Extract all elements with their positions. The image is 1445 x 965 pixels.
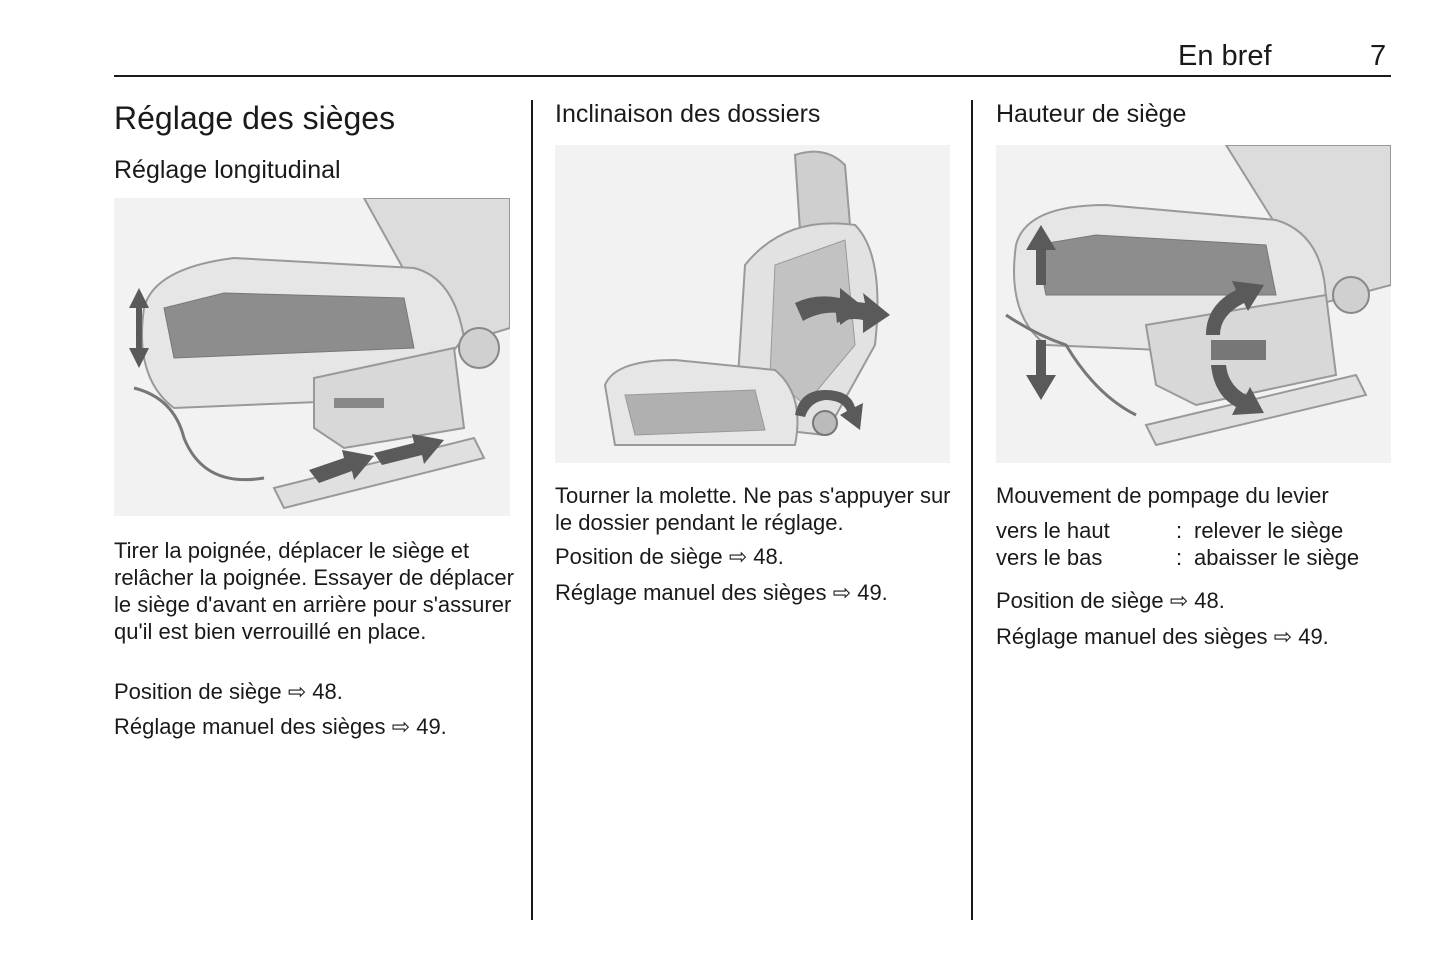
xref-page: 48. — [312, 679, 343, 704]
xref-page: 48. — [753, 544, 784, 569]
term: vers le bas — [996, 545, 1103, 570]
separator: : — [1176, 518, 1183, 543]
section-title: Inclinaison des dossiers — [555, 100, 821, 128]
xref-label: Position de siège — [555, 544, 723, 569]
definition-row — [996, 544, 1359, 571]
xref-label: Réglage manuel des sièges — [114, 714, 386, 739]
xref-page: 48. — [1194, 588, 1225, 613]
description: abaisser le siège — [1194, 545, 1360, 570]
cross-reference[interactable] — [114, 713, 447, 740]
xref-page: 49. — [1298, 624, 1329, 649]
cross-reference[interactable] — [555, 543, 784, 570]
xref-page: 49. — [416, 714, 447, 739]
xref-label: Position de siège — [996, 588, 1164, 613]
separator: : — [1176, 545, 1183, 570]
xref-arrow-icon: ⇨ — [391, 714, 411, 739]
cross-reference[interactable] — [555, 579, 888, 606]
xref-label: Réglage manuel des sièges — [555, 580, 827, 605]
cross-reference[interactable] — [114, 678, 343, 705]
cross-reference[interactable] — [996, 587, 1225, 614]
xref-label: Position de siège — [114, 679, 282, 704]
section-title: Hauteur de siège — [996, 100, 1187, 128]
xref-page: 49. — [857, 580, 888, 605]
xref-arrow-icon: ⇨ — [287, 679, 307, 704]
definition-row — [996, 517, 1343, 544]
seat-longitudinal-illustration — [114, 198, 510, 516]
xref-label: Réglage manuel des sièges — [996, 624, 1268, 649]
term: vers le haut — [996, 518, 1110, 543]
subsection-title: Réglage longitudinal — [114, 156, 341, 184]
page-number: 7 — [1370, 40, 1387, 72]
description: relever le siège — [1194, 518, 1344, 543]
body-paragraph — [555, 482, 955, 536]
section-title: Réglage des sièges — [114, 100, 396, 136]
instruction-text: Tourner la molette. Ne pas s'appuyer sur le dossier pendant le réglage. — [555, 483, 951, 535]
header-divider — [114, 75, 1391, 77]
down-arrow-icon — [1026, 340, 1056, 400]
body-paragraph — [114, 537, 514, 645]
cross-reference[interactable] — [996, 623, 1329, 650]
running-header: En bref — [1178, 40, 1272, 72]
column-divider — [531, 100, 533, 920]
instruction-text: Tirer la poignée, déplacer le siège et relâcher la poignée. Essayer de déplacer le siège d'avant en arrière pour s'assurer qu'il est bien verrouillé en place. — [114, 538, 514, 644]
xref-arrow-icon: ⇨ — [1169, 588, 1189, 613]
intro-text: Mouvement de pompage du levier — [996, 483, 1329, 508]
xref-arrow-icon: ⇨ — [728, 544, 748, 569]
xref-arrow-icon: ⇨ — [832, 580, 852, 605]
seat-height-illustration — [996, 145, 1391, 463]
xref-arrow-icon: ⇨ — [1273, 624, 1293, 649]
seat-recline-illustration — [555, 145, 950, 463]
column-divider — [971, 100, 973, 920]
